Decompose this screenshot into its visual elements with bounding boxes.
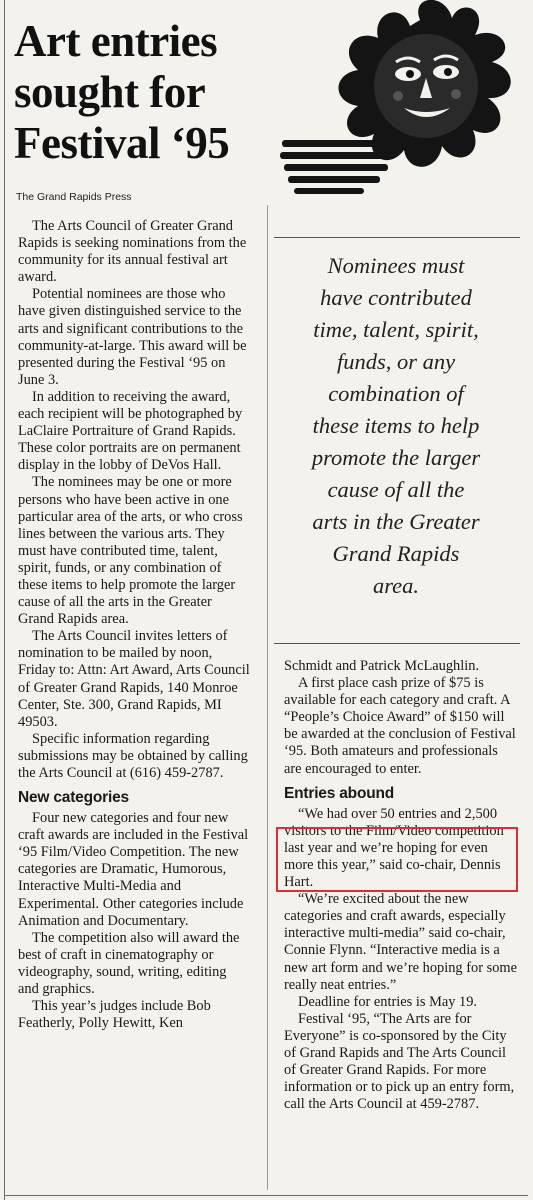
pull-quote: Nominees must have contributed time, talent, spirit, funds, or any combination of these items to help promote the larger cause of all the arts in the Greater Grand Rapids area. (311, 253, 481, 598)
pull-quote-rule-bottom (274, 643, 520, 644)
paragraph: Potential nominees are those who have given distinguished service to the arts and significant contributions to the community-at-large. This award will be presented during the Festival ‘95 on June 3. (18, 286, 247, 388)
left-column (18, 218, 250, 1032)
paragraph: Specific information regarding submissions may be obtained by calling the Arts Council at (616) 459-2787. (18, 730, 248, 781)
paragraph: Deadline for entries is May 19. (298, 993, 478, 1010)
paragraph: A first place cash prize of $75 is available for each category and craft. A “People’s Choice Award” of $150 will be awarded at the conclusion of Festival ‘95. Both amateurs and professionals are encouraged to enter. (284, 675, 516, 777)
column-divider (267, 205, 268, 1190)
right-column (284, 658, 518, 1113)
byline: The Grand Rapids Press (16, 191, 132, 203)
paragraph: “We’re excited about the new categories and craft awards, especially interactive multi-media” said co-chair, Connie Flynn. “Interactive media is a new art form and we’re hoping for some really neat entries.” (284, 891, 517, 993)
section-heading: New categories (18, 789, 129, 807)
paragraph: The competition also will award the best of craft in cinematography or videography, sound, writing, editing and graphics. (18, 929, 240, 998)
paragraph: Festival ‘95, “The Arts are for Everyone” is co-sponsored by the City of Grand Rapids and The Arts Council of Greater Grand Rapids. For more information or to pick up an entry form, call the Arts Council at 459-2787. (284, 1010, 515, 1113)
paragraph: In addition to receiving the award, each recipient will be photographed by LaClaire Portraiture of Grand Rapids. These color portraits are on permanent display in the lobby of DeVos Hall. (18, 388, 243, 474)
sun-face-logo-icon (270, 0, 532, 215)
paragraph: This year’s judges include Bob Featherly, Polly Hewitt, Ken (18, 998, 211, 1032)
left-border-rule (4, 0, 5, 1200)
paragraph: Schmidt and Patrick McLaughlin. (284, 658, 480, 674)
pull-quote-rule-top (274, 237, 520, 238)
headline: Art entries sought for Festival ‘95 (14, 16, 230, 168)
paragraph: “We had over 50 entries and 2,500 visitors to the Film/Video competition last year and we’re hoping for even more this year,” said co-chair, Dennis Hart. (284, 805, 504, 891)
paragraph: Four new categories and four new craft awards are included in the Festival ‘95 Film/Video Competition. The new categories are Dramatic, Humorous, Interactive Multi-Media and Experimental. Other categories include Animation and Documentary. (18, 810, 249, 929)
paragraph: The Arts Council invites letters of nomination to be mailed by noon, Friday to: Attn: Art Award, Arts Council of Greater Grand Rapids, 140 Monroe Center, Ste. 300, Grand Rapids, MI 49503. (18, 628, 250, 730)
bottom-border-rule (4, 1195, 528, 1196)
paragraph: The Arts Council of Greater Grand Rapids is seeking nominations from the community for its annual festival art award. (18, 218, 247, 286)
paragraph: The nominees may be one or more persons who have been active in one particular area of the arts, or who cross lines between the various arts. They must have contributed time, talent, spirit, funds, or any combination of these items to help promote the larger cause of all the arts in the Greater Grand Rapids area. (18, 474, 243, 628)
section-heading: Entries abound (284, 784, 395, 802)
